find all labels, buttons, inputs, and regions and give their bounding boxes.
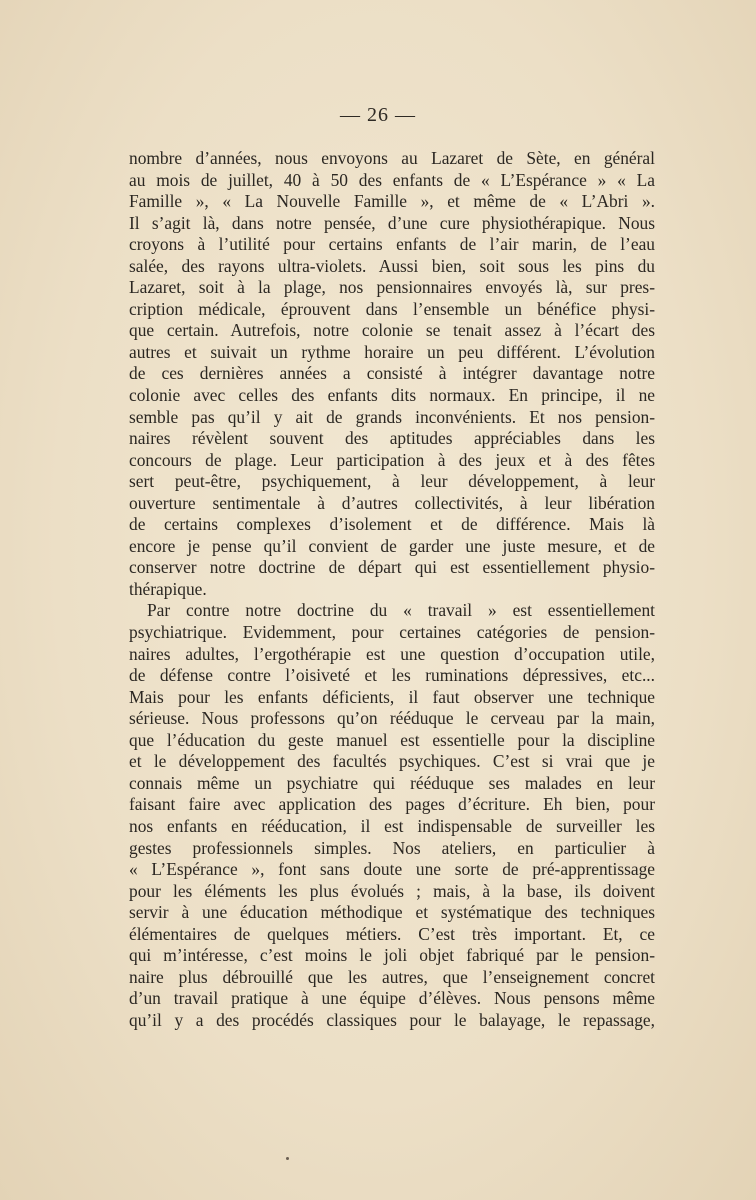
- text-line: sert peut-être, psychiquement, à leur développement, à leur: [129, 471, 655, 492]
- text-line: psychiatrique. Evidemment, pour certaines catégories de pension-: [129, 622, 655, 643]
- paragraph-first-line: Par contre notre doctrine du « travail » est essentiellement: [147, 600, 655, 621]
- text-line: salée, des rayons ultra-violets. Aussi bien, soit sous les pins du: [129, 255, 655, 276]
- text-line: que certain. Autrefois, notre colonie se tenait assez à l’écart des: [129, 320, 655, 341]
- text-line: Il s’agit là, dans notre pensée, d’une cure physiothérapique. Nous: [129, 212, 655, 233]
- text-line: Mais pour les enfants déficients, il faut observer une technique: [129, 686, 655, 707]
- text-line: nos enfants en rééducation, il est indispensable de surveiller les: [129, 815, 655, 836]
- text-line: faisant faire avec application des pages d’écriture. Eh bien, pour: [129, 794, 655, 815]
- text-line: gestes professionnels simples. Nos ateliers, en particulier à: [129, 837, 655, 858]
- text-line: d’un travail pratique à une équipe d’élèves. Nous pensons même: [129, 988, 655, 1009]
- text-line: et le développement des facultés psychiques. C’est si vrai que je: [129, 751, 655, 772]
- text-line: cription médicale, éprouvent dans l’ensemble un bénéfice physi-: [129, 298, 655, 319]
- text-line: encore je pense qu’il convient de garder une juste mesure, et de: [129, 535, 655, 556]
- text-line: naires révèlent souvent des aptitudes appréciables dans les: [129, 428, 655, 449]
- text-line: colonie avec celles des enfants dits normaux. En principe, il ne: [129, 385, 655, 406]
- text-line: sérieuse. Nous professons qu’on rééduque le cerveau par la main,: [129, 708, 655, 729]
- text-line: Famille », « La Nouvelle Famille », et même de « L’Abri ».: [129, 191, 655, 212]
- text-line: autres et suivait un rythme horaire un peu différent. L’évolution: [129, 341, 655, 362]
- paper-speck: [286, 1157, 289, 1160]
- text-line: pour les éléments les plus évolués ; mais, à la base, ils doivent: [129, 880, 655, 901]
- text-line: ouverture sentimentale à d’autres collectivités, à leur libération: [129, 492, 655, 513]
- text-line: croyons à l’utilité pour certains enfants de l’air marin, de l’eau: [129, 234, 655, 255]
- text-line: qui m’intéresse, c’est moins le joli objet fabriqué par le pension-: [129, 945, 655, 966]
- text-line: que l’éducation du geste manuel est essentielle pour la discipline: [129, 729, 655, 750]
- page-number: — 26 —: [340, 104, 416, 126]
- text-line: au mois de juillet, 40 à 50 des enfants de « L’Espérance » « La: [129, 169, 655, 190]
- text-line: « L’Espérance », font sans doute une sorte de pré-apprentissage: [129, 859, 655, 880]
- text-line: servir à une éducation méthodique et systématique des techniques: [129, 902, 655, 923]
- text-line: de ces dernières années a consisté à intégrer davantage notre: [129, 363, 655, 384]
- text-line: concours de plage. Leur participation à des jeux et à des fêtes: [129, 449, 655, 470]
- text-line: naire plus débrouillé que les autres, que l’enseignement concret: [129, 966, 655, 987]
- text-line: de certains complexes d’isolement et de différence. Mais là: [129, 514, 655, 535]
- text-line: qu’il y a des procédés classiques pour le balayage, le repassage,: [129, 1009, 655, 1030]
- body-text: [129, 148, 655, 1031]
- text-line: élémentaires de quelques métiers. C’est très important. Et, ce: [129, 923, 655, 944]
- text-line: de défense contre l’oisiveté et les ruminations dépressives, etc...: [129, 665, 655, 686]
- text-line: nombre d’années, nous envoyons au Lazaret de Sète, en général: [129, 148, 655, 168]
- text-line: connais même un psychiatre qui rééduque ses malades en leur: [129, 772, 655, 793]
- text-line: conserver notre doctrine de départ qui est essentiellement physio-: [129, 557, 655, 578]
- text-line: Lazaret, soit à la plage, nos pensionnaires envoyés là, sur pres-: [129, 277, 655, 298]
- text-line: naires adultes, l’ergothérapie est une question d’occupation utile,: [129, 643, 655, 664]
- text-line: thérapique.: [129, 578, 207, 599]
- text-line: semble pas qu’il y ait de grands inconvénients. Et nos pension-: [129, 406, 655, 427]
